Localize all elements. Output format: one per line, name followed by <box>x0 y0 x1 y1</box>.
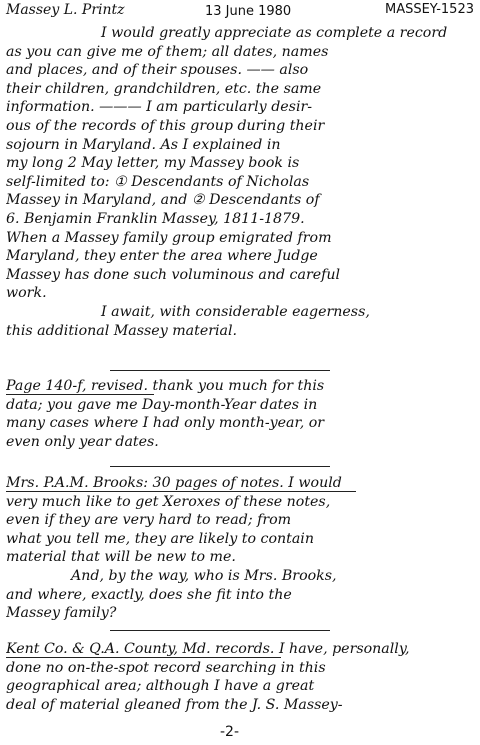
text-line: their children, grandchildren, etc. the same <box>6 80 322 97</box>
text-line: done no on-the-spot record searching in this <box>6 659 326 676</box>
text-line: Massey family? <box>6 605 117 622</box>
text-line: ous of the records of this group during their <box>6 117 325 134</box>
text-line: Massey in Maryland, and ② Descendants of <box>6 192 320 209</box>
text-line: And, by the way, who is Mrs. Brooks, <box>71 567 337 584</box>
header-date: 13 June 1980 <box>205 4 292 19</box>
heading-underline <box>6 491 356 492</box>
text-line: information. ——— I am particularly desir- <box>6 99 313 116</box>
text-line: my long 2 May letter, my Massey book is <box>6 155 300 172</box>
text-line: I await, with considerable eagerness, <box>101 303 370 320</box>
text-line: sojourn in Maryland. As I explained in <box>6 136 281 153</box>
section-request <box>6 24 476 340</box>
text-line: deal of material gleaned from the J. S. Massey- <box>6 696 343 713</box>
text-line: work. <box>6 285 47 302</box>
text-line: very much like to get Xeroxes of these notes, <box>6 493 331 510</box>
section-page-140f <box>6 377 476 451</box>
text-line: even only year dates. <box>6 433 159 450</box>
text-line: and places, and of their spouses. —— also <box>6 62 309 79</box>
text-line: Mrs. P.A.M. Brooks: 30 pages of notes. I would <box>6 475 342 491</box>
text-line: Kent Co. & Q.A. County, Md. records. I have, personally, <box>6 641 410 657</box>
text-line: Page 140-f, revised. thank you much for this <box>6 378 325 394</box>
text-line: many cases where I had only month-year, or <box>6 415 325 432</box>
text-line: even if they are very hard to read; from <box>6 512 292 529</box>
page-number: -2- <box>220 724 240 740</box>
text-line: geographical area; although I have a great <box>6 678 315 695</box>
text-line: what you tell me, they are likely to contain <box>6 530 314 547</box>
section-divider <box>110 370 330 371</box>
section-divider <box>110 466 330 467</box>
text-line: and where, exactly, does she fit into the <box>6 586 292 603</box>
text-line: material that will be new to me. <box>6 549 236 566</box>
text-line: this additional Massey material. <box>6 322 238 339</box>
text-line: Massey has done such voluminous and careful <box>6 266 341 283</box>
text-line: Maryland, they enter the area where Judge <box>6 248 318 265</box>
heading-underline <box>6 394 154 395</box>
text-line: self-limited to: ① Descendants of Nicholas <box>6 173 310 190</box>
text-line: 6. Benjamin Franklin Massey, 1811-1879. <box>6 210 305 227</box>
text-line: data; you gave me Day-month-Year dates in <box>6 396 318 413</box>
text-line: When a Massey family group emigrated from <box>6 229 332 246</box>
text-line: I would greatly appreciate as complete a record <box>101 25 448 41</box>
heading-underline <box>6 657 281 658</box>
section-kent-county <box>6 640 476 714</box>
section-divider <box>110 630 330 631</box>
header-addressee: Massey L. Printz <box>6 2 125 18</box>
section-brooks-notes <box>6 474 476 623</box>
header-file-id: MASSEY-1523 <box>384 2 474 17</box>
text-line: as you can give me of them; all dates, names <box>6 43 329 60</box>
